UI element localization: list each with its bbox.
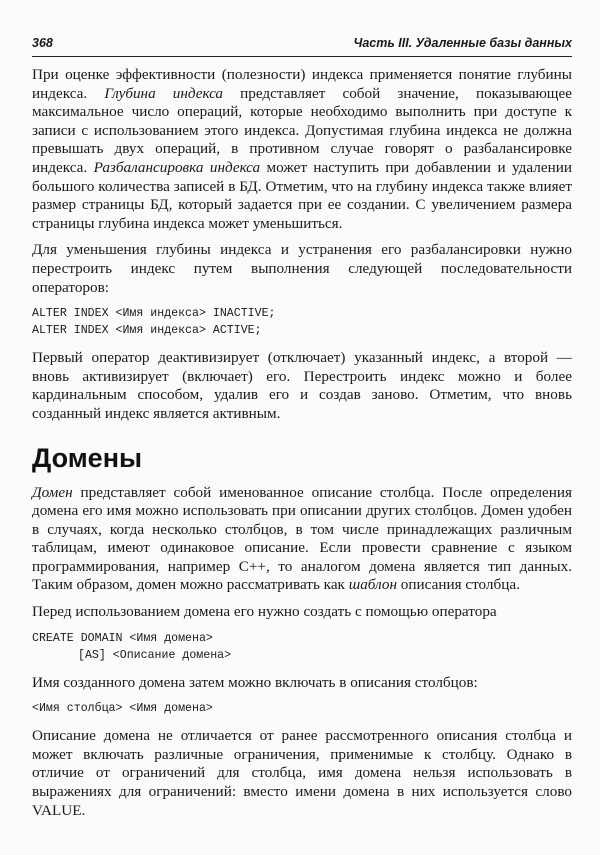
paragraph-create-domain-intro: Перед использованием домена его нужно создать с помощью оператора [32, 603, 497, 621]
paragraph-first-operator: Первый оператор деактивизирует (отключает) указанный индекс, а второй — вновь активизирует (включает) его. Перестроить индекс можно и более кардинальным способом, удалив его и создав заново. Отметим, что вновь созданный индекс является активным. [32, 349, 572, 422]
term-index-imbalance: Разбалансировка индекса [93, 158, 261, 176]
term-template: шаблон [348, 576, 397, 594]
term-domain: Домен [32, 483, 73, 501]
code-block-create-domain [32, 630, 572, 664]
running-header [32, 34, 572, 57]
section-heading-domains: Домены [32, 442, 143, 473]
text-run: представляет собой именованное описание столбца. После определения домена его имя можно использовать при описании других столбцов. Домен удобен в случаях, когда несколько столбцов, в том числе принадлежащих различным таблицам, имеют одинаковое описание. Если провести сравнение с языком программирования, например C++, то аналогом домена является тип данных. Таким образом, домен можно рассматривать как [32, 483, 572, 594]
page-number: 368 [32, 36, 53, 50]
paragraph-domain-usage: Имя созданного домена затем можно включать в описания столбцов: [32, 673, 478, 691]
text-run: При оценке эффективности (полезности) индекса применяется понятие глубины индекса. [32, 66, 572, 102]
paragraph-domain-definition [32, 484, 572, 596]
term-index-depth: Глубина индекса [104, 84, 224, 102]
code-block-column-domain [32, 700, 572, 717]
page-content [32, 66, 572, 828]
code-line: CREATE DOMAIN <Имя домена> [32, 631, 213, 645]
text-run: представляет собой значение, показывающее максимальное число операций, которые необходимо выполнить при доступе к записи с использованием этого индекса. Допустимая глубина индекса не должна превышать двух операций, в противном случае говорят о разбалансировке индекса. [32, 84, 572, 176]
paragraph-domain-description: Описание домена не отличается от ранее рассмотренного описания столбца и может включать различные ограничения, применимые к столбцу. Однако в отличие от ограничений для столбца, имя домена нельзя использовать в выражениях для ограничений: вместо имени домена в них используется слово VALUE. [32, 727, 572, 819]
text-run: описания столбца. [397, 576, 520, 594]
code-block-alter-index [32, 305, 572, 339]
code-line: [AS] <Описание домена> [78, 648, 232, 662]
part-title: Часть III. Удаленные базы данных [353, 36, 572, 50]
paragraph-index-depth [32, 66, 572, 233]
code-line: ALTER INDEX <Имя индекса> INACTIVE; [32, 307, 276, 321]
code-line: <Имя столбца> <Имя домена> [32, 702, 213, 716]
text-run: может наступить при добавлении и удалении большого количества записей в БД. Отметим, что на глубину индекса также влияет размер страницы БД, который задается при ее создании. С увеличением размера страницы глубина индекса может уменьшиться. [32, 158, 572, 232]
code-line: ALTER INDEX <Имя индекса> ACTIVE; [32, 324, 262, 338]
paragraph-rebuild-index: Для уменьшения глубины индекса и устранения его разбалансировки нужно перестроить индекс путем выполнения следующей последовательности операторов: [32, 241, 572, 296]
